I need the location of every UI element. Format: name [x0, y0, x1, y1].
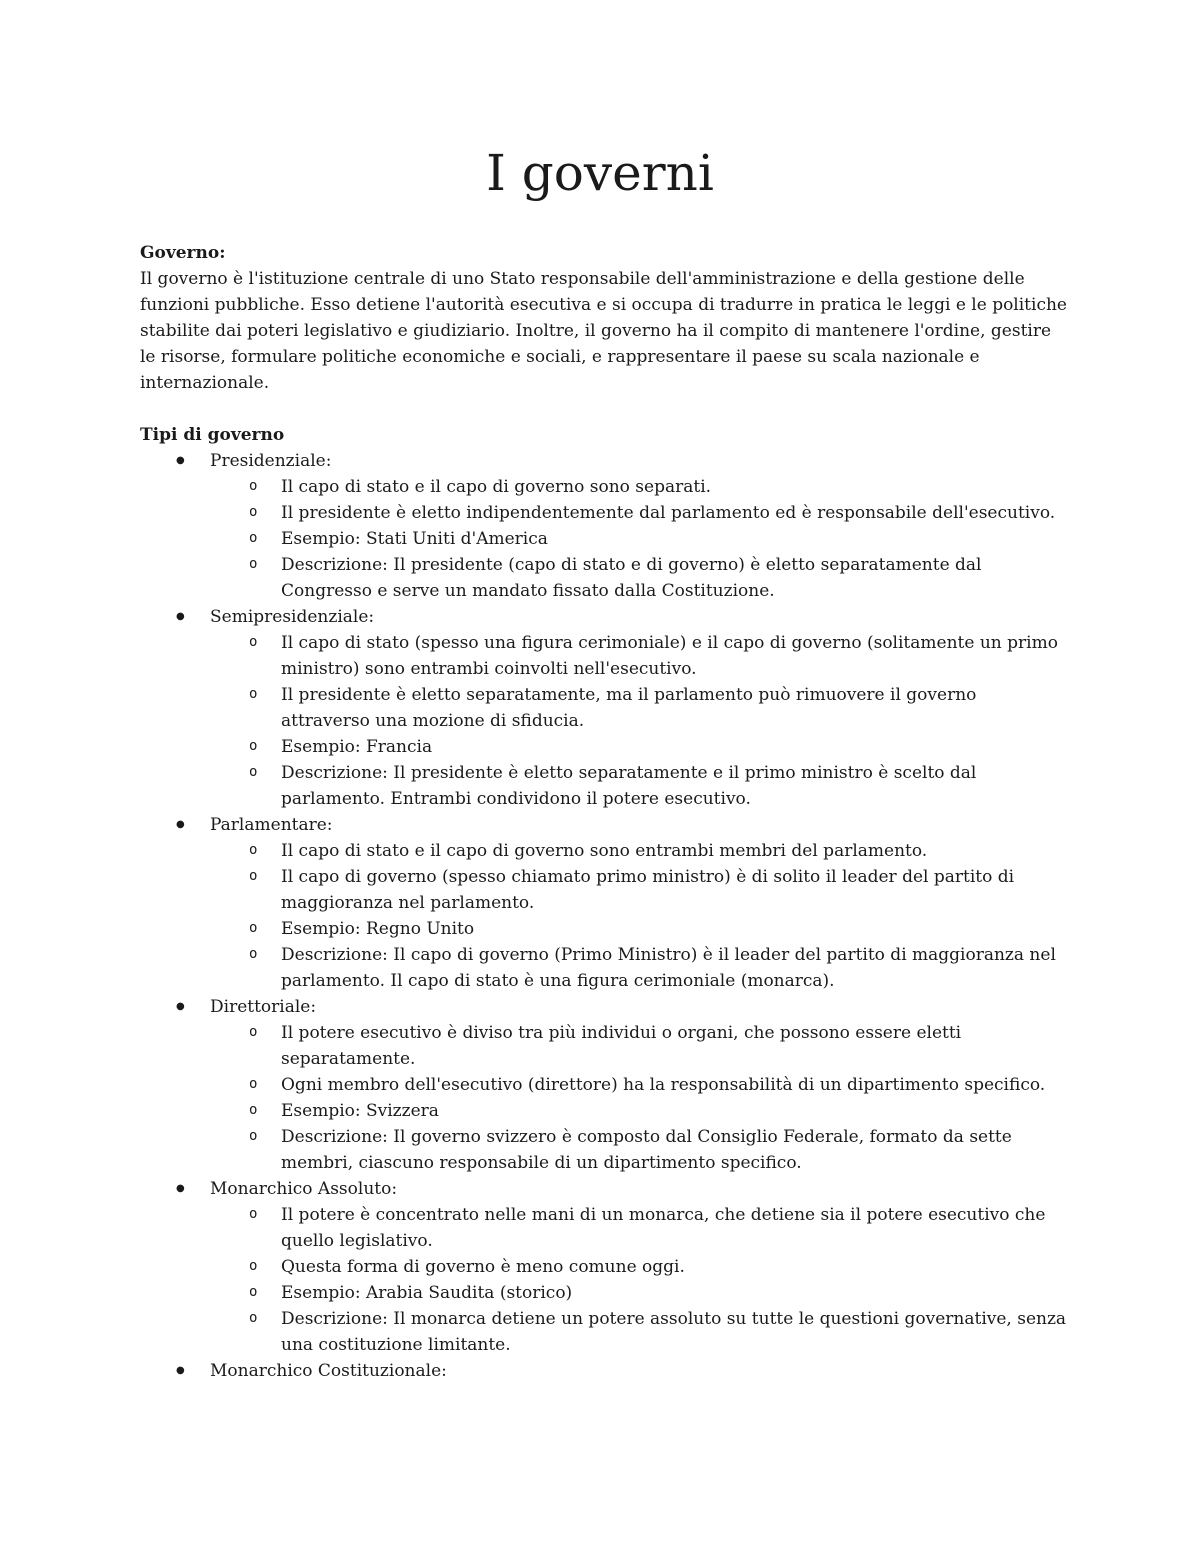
detail-item: o Il capo di governo (spesso chiamato primo ministro) è di solito il leader del partito di maggioranza nel parlamento.	[210, 864, 1070, 916]
type-details-list	[210, 630, 1070, 812]
detail-item: o Il presidente è eletto separatamente, ma il parlamento può rimuovere il governo attraverso una mozione di sfiducia.	[210, 682, 1070, 734]
detail-item: o Il capo di stato e il capo di governo sono entrambi membri del parlamento.	[210, 838, 1070, 864]
detail-item: o Il capo di stato (spesso una figura cerimoniale) e il capo di governo (solitamente un primo ministro) sono entrambi coinvolti nell'esecutivo.	[210, 630, 1070, 682]
type-item	[140, 1176, 1070, 1358]
detail-item: o Esempio: Svizzera	[210, 1098, 1070, 1124]
type-details-list	[210, 1020, 1070, 1176]
tipi-heading: Tipi di governo	[140, 425, 285, 445]
detail-item: o Il presidente è eletto indipendentemente dal parlamento ed è responsabile dell'esecutivo.	[210, 500, 1070, 526]
detail-item: o Descrizione: Il monarca detiene un potere assoluto su tutte le questioni governative, senza una costituzione limitante.	[210, 1306, 1070, 1358]
detail-item: o Descrizione: Il governo svizzero è composto dal Consiglio Federale, formato da sette membri, ciascuno responsabile di un dipartimento specifico.	[210, 1124, 1070, 1176]
detail-item: o Esempio: Arabia Saudita (storico)	[210, 1280, 1070, 1306]
detail-item: o Esempio: Stati Uniti d'America	[210, 526, 1070, 552]
type-label: Direttoriale:	[210, 997, 317, 1017]
type-item	[140, 994, 1070, 1176]
type-details-list	[210, 1202, 1070, 1358]
detail-item: o Il potere è concentrato nelle mani di un monarca, che detiene sia il potere esecutivo che quello legislativo.	[210, 1202, 1070, 1254]
type-label: Monarchico Costituzionale:	[210, 1361, 447, 1381]
type-item	[140, 1358, 1070, 1384]
detail-item: o Il capo di stato e il capo di governo sono separati.	[210, 474, 1070, 500]
government-types-list	[140, 448, 1070, 1384]
type-details-list	[210, 474, 1070, 604]
detail-item: o Questa forma di governo è meno comune oggi.	[210, 1254, 1070, 1280]
paragraph-spacer	[140, 396, 1070, 422]
detail-item: o Il potere esecutivo è diviso tra più individui o organi, che possono essere eletti separatamente.	[210, 1020, 1070, 1072]
detail-item: o Esempio: Regno Unito	[210, 916, 1070, 942]
detail-item: o Esempio: Francia	[210, 734, 1070, 760]
document-body	[140, 240, 1070, 1384]
detail-item: o Ogni membro dell'esecutivo (direttore) ha la responsabilità di un dipartimento specifico.	[210, 1072, 1070, 1098]
type-label: Presidenziale:	[210, 451, 332, 471]
detail-item: o Descrizione: Il capo di governo (Primo Ministro) è il leader del partito di maggioranza nel parlamento. Il capo di stato è una figura cerimoniale (monarca).	[210, 942, 1070, 994]
governo-heading: Governo:	[140, 243, 226, 263]
type-label: Parlamentare:	[210, 815, 333, 835]
type-item	[140, 812, 1070, 994]
type-item	[140, 604, 1070, 812]
type-label: Semipresidenziale:	[210, 607, 375, 627]
type-item	[140, 448, 1070, 604]
detail-item: o Descrizione: Il presidente è eletto separatamente e il primo ministro è scelto dal parlamento. Entrambi condividono il potere esecutivo.	[210, 760, 1070, 812]
detail-item: o Descrizione: Il presidente (capo di stato e di governo) è eletto separatamente dal Congresso e serve un mandato fissato dalla Costituzione.	[210, 552, 1070, 604]
page-title: I governi	[486, 144, 714, 202]
type-label: Monarchico Assoluto:	[210, 1179, 398, 1199]
governo-paragraph: Il governo è l'istituzione centrale di uno Stato responsabile dell'amministrazione e della gestione delle funzioni pubbliche. Esso detiene l'autorità esecutiva e si occupa di tradurre in pratica le leggi e le politiche stabilite dai poteri legislativo e giudiziario. Inoltre, il governo ha il compito di mantenere l'ordine, gestire le risorse, formulare politiche economiche e sociali, e rappresentare il paese su scala nazionale e internazionale.	[140, 269, 1067, 393]
type-details-list	[210, 838, 1070, 994]
